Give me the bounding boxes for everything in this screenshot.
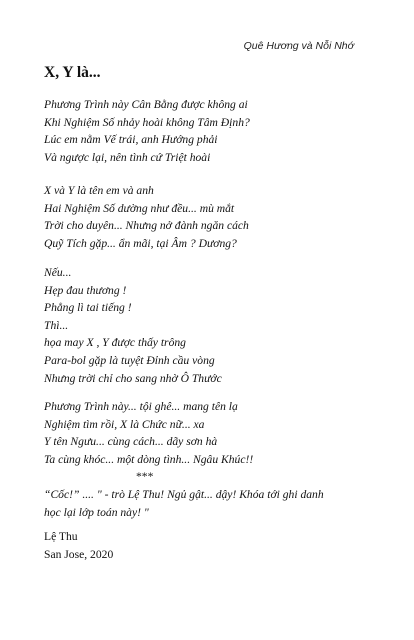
poem-line: Hai Nghiệm Số dường như đều... mù mắt bbox=[44, 201, 235, 215]
poem-title: X, Y là... bbox=[44, 64, 101, 81]
poem-line: X và Y là tên em và anh bbox=[44, 184, 154, 197]
poem-line: Hẹp đau thương ! bbox=[44, 283, 127, 297]
poem-line: Nếu... bbox=[44, 266, 72, 279]
running-header: Quê Hương và Nỗi Nhớ bbox=[243, 40, 354, 52]
poem-line: họa may X , Y được thấy trông bbox=[44, 336, 186, 350]
signature bbox=[44, 528, 113, 563]
poem-line: Para-bol gặp là tuyệt Đỉnh cầu vòng bbox=[44, 353, 215, 367]
author-name: Lệ Thu bbox=[44, 530, 78, 543]
poem-line: Phẳng lì tai tiếng ! bbox=[44, 301, 132, 315]
poem-line: Phương Trình này Cân Bằng được không ai bbox=[44, 98, 248, 111]
poem-line: Thì... bbox=[44, 318, 69, 332]
poem-line: Nghiệm tìm rồi, X là Chức nữ... xa bbox=[44, 417, 205, 431]
stanza-2 bbox=[44, 182, 249, 252]
poem-line: Quỹ Tích gặp... ẩn mãi, tại Âm ? Dương? bbox=[44, 236, 237, 250]
closing-line: học lại lớp toán này! " bbox=[44, 505, 149, 519]
poem-line: Phương Trình này... tội ghê... mang tên lạ bbox=[44, 400, 238, 413]
closing-line: “Cốc!” .... " - trò Lệ Thu! Ngủ gật... dậy! Khóa tới ghi danh bbox=[44, 487, 324, 501]
section-separator: *** bbox=[136, 470, 154, 484]
poem-line: Nhưng trời chỉ cho sang nhờ Ô Thước bbox=[44, 371, 222, 385]
stanza-4 bbox=[44, 398, 324, 521]
poem-line: Lúc em nằm Vế trái, anh Hướng phải bbox=[44, 133, 218, 147]
poem-line: Y tên Ngưu... cùng cách... dãy sơn hà bbox=[44, 435, 218, 449]
poem-line: Trời cho duyên... Nhưng nở đành ngăn cách bbox=[44, 219, 249, 233]
poem-line: Và ngược lại, nên tình cứ Triệt hoài bbox=[44, 150, 211, 164]
stanza-3 bbox=[44, 264, 222, 387]
poem-line: Ta cùng khóc... một dòng tình... Ngâu Khúc!! bbox=[44, 452, 254, 466]
place-year: San Jose, 2020 bbox=[44, 547, 114, 561]
stanza-1 bbox=[44, 96, 250, 166]
poem-line: Khi Nghiệm Số nhảy hoài không Tâm Định? bbox=[44, 115, 250, 129]
